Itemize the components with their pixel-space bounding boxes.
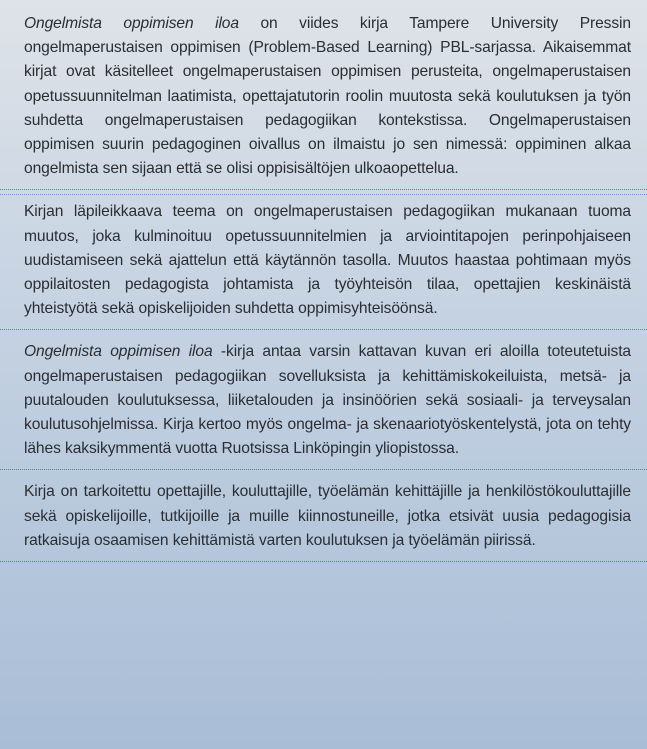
dotted-divider (0, 189, 647, 190)
paragraph-theme (24, 200, 631, 321)
dotted-divider (0, 561, 647, 562)
paragraph-intro (24, 12, 631, 181)
paragraph-content (24, 340, 631, 461)
paragraph-text: on viides kirja Tampere University Pressin ongelmaperustaisen oppimisen (Problem-Based Learning) PBL-sarjassa. Aikaisemmat kirjat ovat käsitelleet ongelmaperustaisen oppimisen perusteita, ongelmaperustaisen opetussuunnitelman laatimista, opettajatutorin roolin muutosta sekä koulutuksen ja työn suhdetta ongelmaperustaisen pedagogiikan kontekstissa. Ongelmaperustaisen oppimisen suurin pedagoginen oivallus on ilmaistu jo sen nimessä: oppiminen alkaa ongelmista sen sijaan että se olisi oppisisältöjen ulkoaopettelua. (24, 15, 631, 178)
dotted-divider (0, 469, 647, 470)
paragraph-text: Kirjan läpileikkaava teema on ongelmaperustaisen pedagogiikan mukanaan tuoma muutos, joka kulminoituu opetussuunnitelmien ja arviointitapojen perinpohjaiseen uudistamiseen sekä ajattelun että käytännön tasolla. Muutos haastaa pohtimaan myös oppilaitosten pedagogista johtamista ja työyhteisön tilaa, opettajien keskinäistä yhteistyötä sekä opiskelijoiden suhdetta oppimisyhteisöönsä. (24, 203, 631, 318)
book-title-italic: Ongelmista oppimisen iloa (24, 343, 213, 361)
paragraph-text: -kirja antaa varsin kattavan kuvan eri aloilla toteutetuista ongelmaperustaisen pedagogiikan sovelluksista ja kehittämiskokeiluista, metsä- ja puutalouden koulutuksessa, liiketalouden ja insinöörien sekä sosiaali- ja terveysalan koulutusohjelmissa. Kirja kertoo myös ongelma- ja skenaariotyöskentelystä, jota on tehty lähes kaksikymmentä vuotta Ruotsissa Linköpingin yliopistossa. (24, 343, 632, 458)
paragraph-audience (24, 480, 631, 553)
paragraph-text: Kirja on tarkoitettu opettajille, kouluttajille, työelämän kehittäjille ja henkilöstökouluttajille sekä opiskelijoille, tutkijoille ja muille kiinnostuneille, jotka etsivät uusia pedagogisia ratkaisuja osaamisen kehittämistä varten koulutuksen ja työelämän piirissä. (24, 483, 631, 549)
dotted-divider (0, 329, 647, 330)
book-title-italic: Ongelmista oppimisen iloa (24, 15, 239, 32)
